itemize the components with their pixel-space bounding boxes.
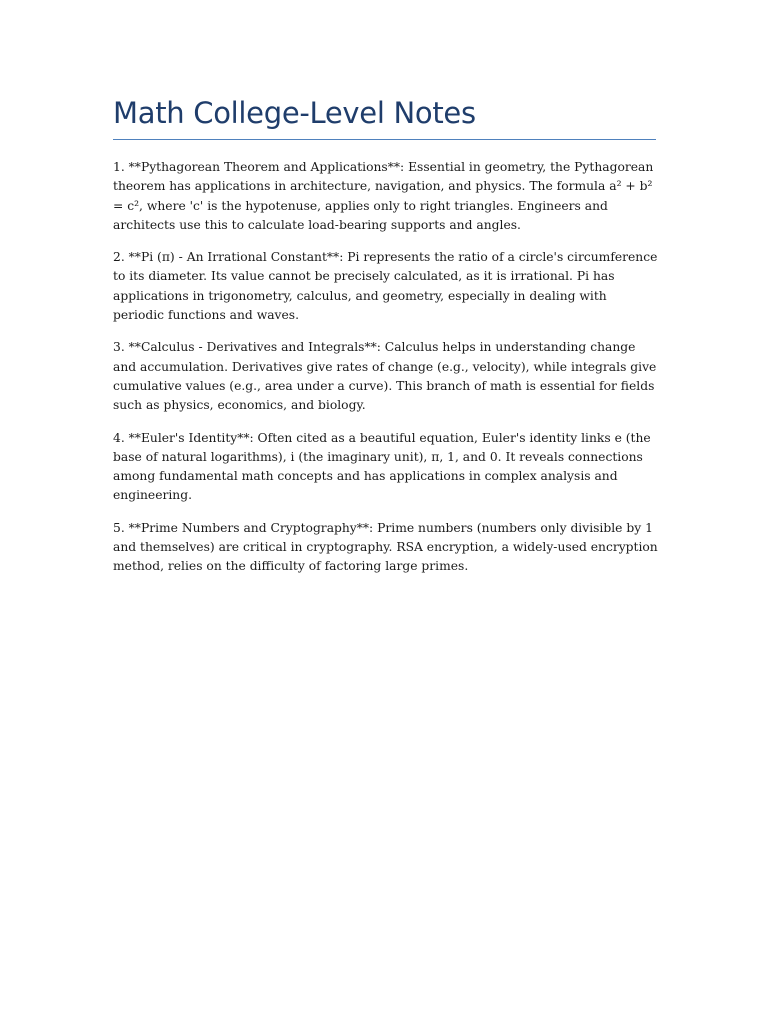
note-paragraph-euler: 4. **Euler's Identity**: Often cited as a beautiful equation, Euler's identity links e (the base of natural logarithms), i (the imaginary unit), π, 1, and 0. It reveals connections among fundamental math concepts and has applications in complex analysis and engineering.	[113, 430, 651, 503]
note-paragraph-pythagorean: 1. **Pythagorean Theorem and Applications**: Essential in geometry, the Pythagorean theorem has applications in architecture, navigation, and physics. The formula a² + b² = c², where 'c' is the hypotenuse, applies only to right triangles. Engineers and architects use this to calculate load-bearing supports and angles.	[113, 160, 654, 232]
document-body	[113, 158, 658, 590]
note-paragraph-pi: 2. **Pi (π) - An Irrational Constant**: Pi represents the ratio of a circle's circumference to its diameter. Its value cannot be precisely calculated, as it is irrational. Pi has applications in trigonometry, calculus, and geometry, especially in dealing with periodic functions and waves.	[113, 250, 658, 323]
note-paragraph-calculus: 3. **Calculus - Derivatives and Integrals**: Calculus helps in understanding change and accumulation. Derivatives give rates of change (e.g., velocity), while integrals give cumulative values (e.g., area under a curve). This branch of math is essential for fields such as physics, economics, and biology.	[113, 340, 657, 413]
document-title: Math College-Level Notes	[113, 96, 476, 130]
title-underline-divider	[113, 139, 656, 140]
note-paragraph-primes: 5. **Prime Numbers and Cryptography**: Prime numbers (numbers only divisible by 1 and themselves) are critical in cryptography. RSA encryption, a widely-used encryption method, relies on the difficulty of factoring large primes.	[113, 520, 658, 574]
